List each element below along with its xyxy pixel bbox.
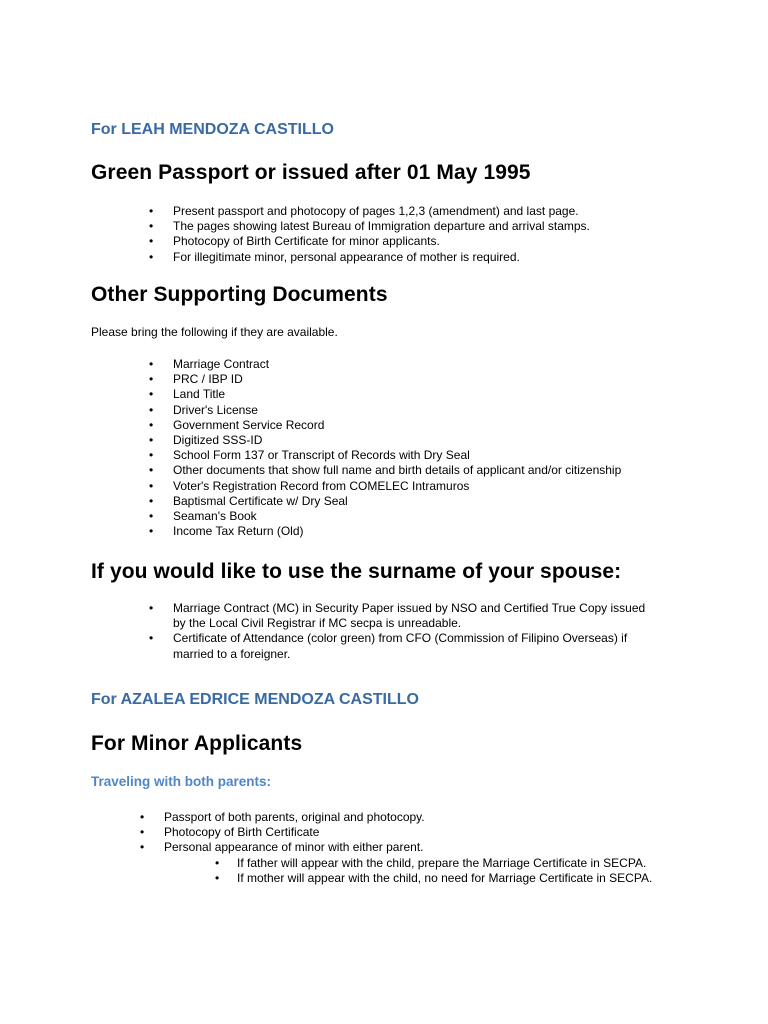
person-heading-azalea: For AZALEA EDRICE MENDOZA CASTILLO bbox=[91, 691, 419, 708]
list-item: • School Form 137 or Transcript of Records with Dry Seal bbox=[149, 448, 470, 463]
section-heading-spouse-surname: If you would like to use the surname of your spouse: bbox=[91, 560, 622, 583]
parent-appearance-sublist bbox=[215, 856, 653, 886]
list-item: • Passport of both parents, original and photocopy. bbox=[140, 810, 425, 824]
list-item: • If mother will appear with the child, no need for Marriage Certificate in SECPA. bbox=[215, 871, 653, 886]
list-item: • Present passport and photocopy of pages 1,2,3 (amendment) and last page. bbox=[149, 204, 579, 218]
supporting-intro-text: Please bring the following if they are available. bbox=[91, 325, 338, 339]
person-heading-leah: For LEAH MENDOZA CASTILLO bbox=[91, 121, 334, 138]
supporting-documents-list bbox=[149, 357, 622, 539]
list-item: • Marriage Contract bbox=[149, 357, 270, 371]
list-item: • Other documents that show full name and birth details of applicant and/or citizenship bbox=[149, 463, 622, 478]
section-heading-minor-applicants: For Minor Applicants bbox=[91, 732, 303, 755]
list-item: • Certificate of Attendance (color green) from CFO (Commission of Filipino Overseas) if married to a foreigner. bbox=[149, 631, 628, 661]
list-item: • Photocopy of Birth Certificate for minor applicants. bbox=[149, 234, 440, 249]
list-item: • PRC / IBP ID bbox=[149, 372, 243, 387]
list-item: • Photocopy of Birth Certificate bbox=[140, 825, 320, 840]
list-item: • Digitized SSS-ID bbox=[149, 433, 263, 448]
section-heading-green-passport: Green Passport or issued after 01 May 1995 bbox=[91, 161, 531, 184]
list-item: • Land Title bbox=[149, 387, 226, 402]
list-item: • Income Tax Return (Old) bbox=[149, 524, 304, 539]
list-item: • For illegitimate minor, personal appearance of mother is required. bbox=[149, 249, 520, 264]
list-item: • Personal appearance of minor with either parent. bbox=[140, 840, 424, 855]
list-item: • Driver's License bbox=[149, 402, 258, 417]
list-item: • The pages showing latest Bureau of Immigration departure and arrival stamps. bbox=[149, 219, 590, 234]
list-item: • If father will appear with the child, prepare the Marriage Certificate in SECPA. bbox=[215, 856, 647, 870]
list-item: • Voter's Registration Record from COMELEC Intramuros bbox=[149, 478, 470, 493]
list-item: • Baptismal Certificate w/ Dry Seal bbox=[149, 493, 348, 508]
list-item: • Seaman's Book bbox=[149, 509, 257, 524]
sub-heading-both-parents: Traveling with both parents: bbox=[91, 774, 272, 789]
both-parents-list bbox=[140, 810, 425, 856]
list-item: • Government Service Record bbox=[149, 417, 325, 432]
passport-requirements-list bbox=[149, 204, 590, 265]
list-item: • Marriage Contract (MC) in Security Paper issued by NSO and Certified True Copy issued by the Local Civil Registrar if MC secpa is unreadable. bbox=[149, 601, 646, 631]
spouse-surname-list bbox=[149, 601, 646, 662]
section-heading-supporting-documents: Other Supporting Documents bbox=[91, 283, 388, 306]
